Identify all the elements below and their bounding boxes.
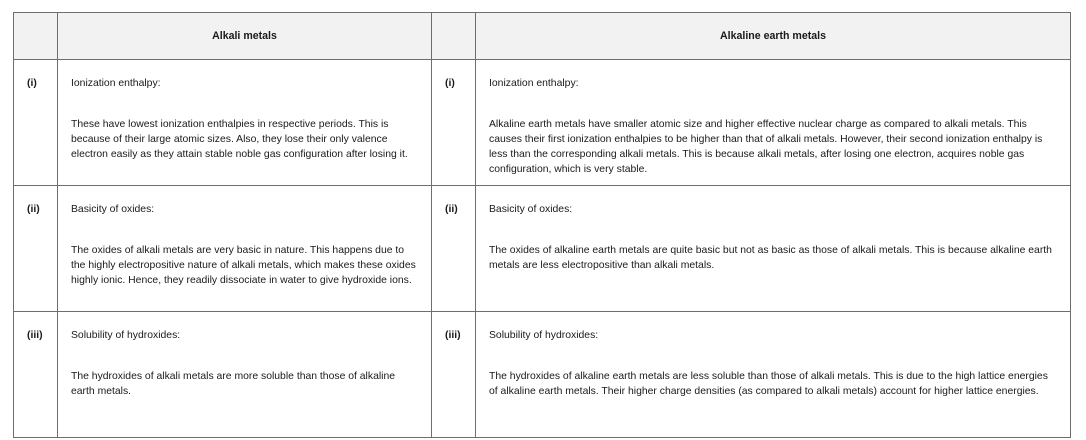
- alkaline-earth-description: The hydroxides of alkaline earth metals are less soluble than those of alkali metals. This is due to the high lattice energies of alkaline earth metals. Their higher charge densities (as compared to alkali metals) account for higher lattice energies.: [489, 371, 1048, 397]
- row-number: (ii): [432, 186, 476, 312]
- comparison-table: [13, 12, 1071, 438]
- alkali-cell: [58, 312, 432, 438]
- table-header-row: [14, 13, 1071, 60]
- property-label: Solubility of hydroxides:: [489, 330, 599, 341]
- table-row: [14, 312, 1071, 438]
- alkali-description: These have lowest ionization enthalpies in respective periods. This is because of their large atomic sizes. Also, they lose their only valence electron easily as they attain stable noble gas configuration after losing it.: [71, 119, 408, 160]
- property-label: Basicity of oxides:: [489, 204, 573, 215]
- alkaline-earth-cell: [476, 186, 1071, 312]
- header-alkali-metals: Alkali metals: [58, 13, 432, 60]
- property-label: Solubility of hydroxides:: [71, 330, 181, 341]
- header-empty-left: [14, 13, 58, 60]
- property-label: Ionization enthalpy:: [489, 78, 579, 89]
- alkali-description: The oxides of alkali metals are very basic in nature. This happens due to the highly electropositive nature of alkali metals, which makes these oxides highly ionic. Hence, they readily dissociate in water to give hydroxide ions.: [71, 245, 416, 286]
- header-empty-right: [432, 13, 476, 60]
- alkaline-earth-description: Alkaline earth metals have smaller atomic size and higher effective nuclear charge as compared to alkali metals. This causes their first ionization enthalpies to be higher than that of alkali metals. However, their second ionization enthalpy is less than the corresponding alkali metals. This is because alkali metals, after losing one electron, acquires noble gas configuration, which is very stable.: [489, 119, 1043, 175]
- table-row: [14, 186, 1071, 312]
- alkali-cell: [58, 186, 432, 312]
- header-alkaline-earth-metals: Alkaline earth metals: [476, 13, 1071, 60]
- row-number: (i): [14, 60, 58, 186]
- table-row: [14, 60, 1071, 186]
- alkali-description: The hydroxides of alkali metals are more soluble than those of alkaline earth metals.: [71, 371, 396, 397]
- property-label: Basicity of oxides:: [71, 204, 155, 215]
- row-number: (i): [432, 60, 476, 186]
- alkaline-earth-description: The oxides of alkaline earth metals are quite basic but not as basic as those of alkali metals. This is because alkaline earth metals are less electropositive than alkali metals.: [489, 245, 1052, 271]
- alkaline-earth-cell: [476, 60, 1071, 186]
- alkali-cell: [58, 60, 432, 186]
- property-label: Ionization enthalpy:: [71, 78, 161, 89]
- row-number: (iii): [14, 312, 58, 438]
- alkaline-earth-cell: [476, 312, 1071, 438]
- row-number: (ii): [14, 186, 58, 312]
- row-number: (iii): [432, 312, 476, 438]
